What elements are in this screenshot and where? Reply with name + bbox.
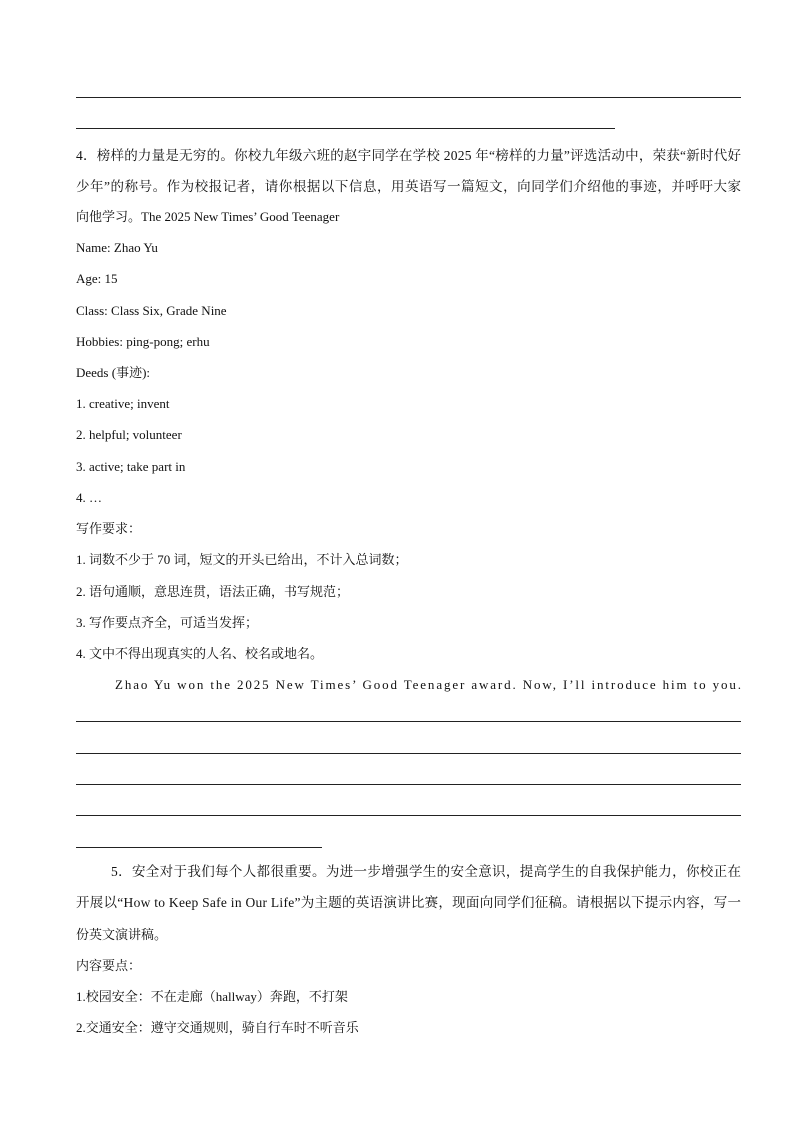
- q4-prompt-line: 4．榜样的力量是无穷的。你校九年级六班的赵宇同学在学校 2025 年“榜样的力量”评选活动中，荣获“新时代好: [76, 148, 742, 163]
- requirements-title: 写作要求：: [76, 521, 142, 536]
- answer-line: [76, 721, 741, 722]
- deed-item: 2. helpful; volunteer: [76, 427, 182, 442]
- answer-line: [76, 128, 615, 129]
- deed-item: 3. active; take part in: [76, 459, 186, 474]
- deeds-title: Deeds (事迹):: [76, 365, 151, 380]
- requirement-item: 3. 写作要点齐全，可适当发挥；: [76, 615, 259, 630]
- q4-prompt-line: 向他学习。The 2025 New Times’ Good Teenager: [76, 209, 340, 224]
- info-age: Age: 15: [76, 271, 118, 286]
- point-item: 2.交通安全：遵守交通规则，骑自行车时不听音乐: [76, 1020, 359, 1035]
- info-hobbies: Hobbies: ping-pong; erhu: [76, 334, 210, 349]
- answer-line: [76, 784, 741, 785]
- q5-prompt-line: 开展以“How to Keep Safe in Our Life”为主题的英语演讲比赛，现面向同学们征稿。请根据以下提示内容，写一: [76, 895, 742, 910]
- points-title: 内容要点：: [76, 958, 142, 973]
- answer-line: [76, 847, 322, 848]
- requirement-item: 2. 语句通顺，意思连贯，语法正确，书写规范；: [76, 584, 350, 599]
- answer-line: [76, 815, 741, 816]
- deed-item: 1. creative; invent: [76, 396, 170, 411]
- point-item: 1.校园安全：不在走廊（hallway）奔跑，不打架: [76, 989, 348, 1004]
- info-class: Class: Class Six, Grade Nine: [76, 303, 227, 318]
- requirement-item: 4. 文中不得出现真实的人名、校名或地名。: [76, 646, 324, 661]
- answer-line: [76, 97, 741, 98]
- deed-item: 4. …: [76, 490, 102, 505]
- info-name: Name: Zhao Yu: [76, 240, 158, 255]
- q5-prompt-line: 5．安全对于我们每个人都很重要。为进一步增强学生的安全意识，提高学生的自我保护能力，你校正在: [111, 864, 742, 879]
- essay-opening: Zhao Yu won the 2025 New Times’ Good Teenager award. Now, I’ll introduce him to you.: [115, 677, 743, 692]
- requirement-item: 1. 词数不少于 70 词，短文的开头已给出，不计入总词数；: [76, 552, 408, 567]
- answer-line: [76, 753, 741, 754]
- q5-prompt-line: 份英文演讲稿。: [76, 927, 168, 942]
- q4-prompt-line: 少年”的称号。作为校报记者，请你根据以下信息，用英语写一篇短文，向同学们介绍他的事迹，并呼吁大家: [76, 179, 742, 194]
